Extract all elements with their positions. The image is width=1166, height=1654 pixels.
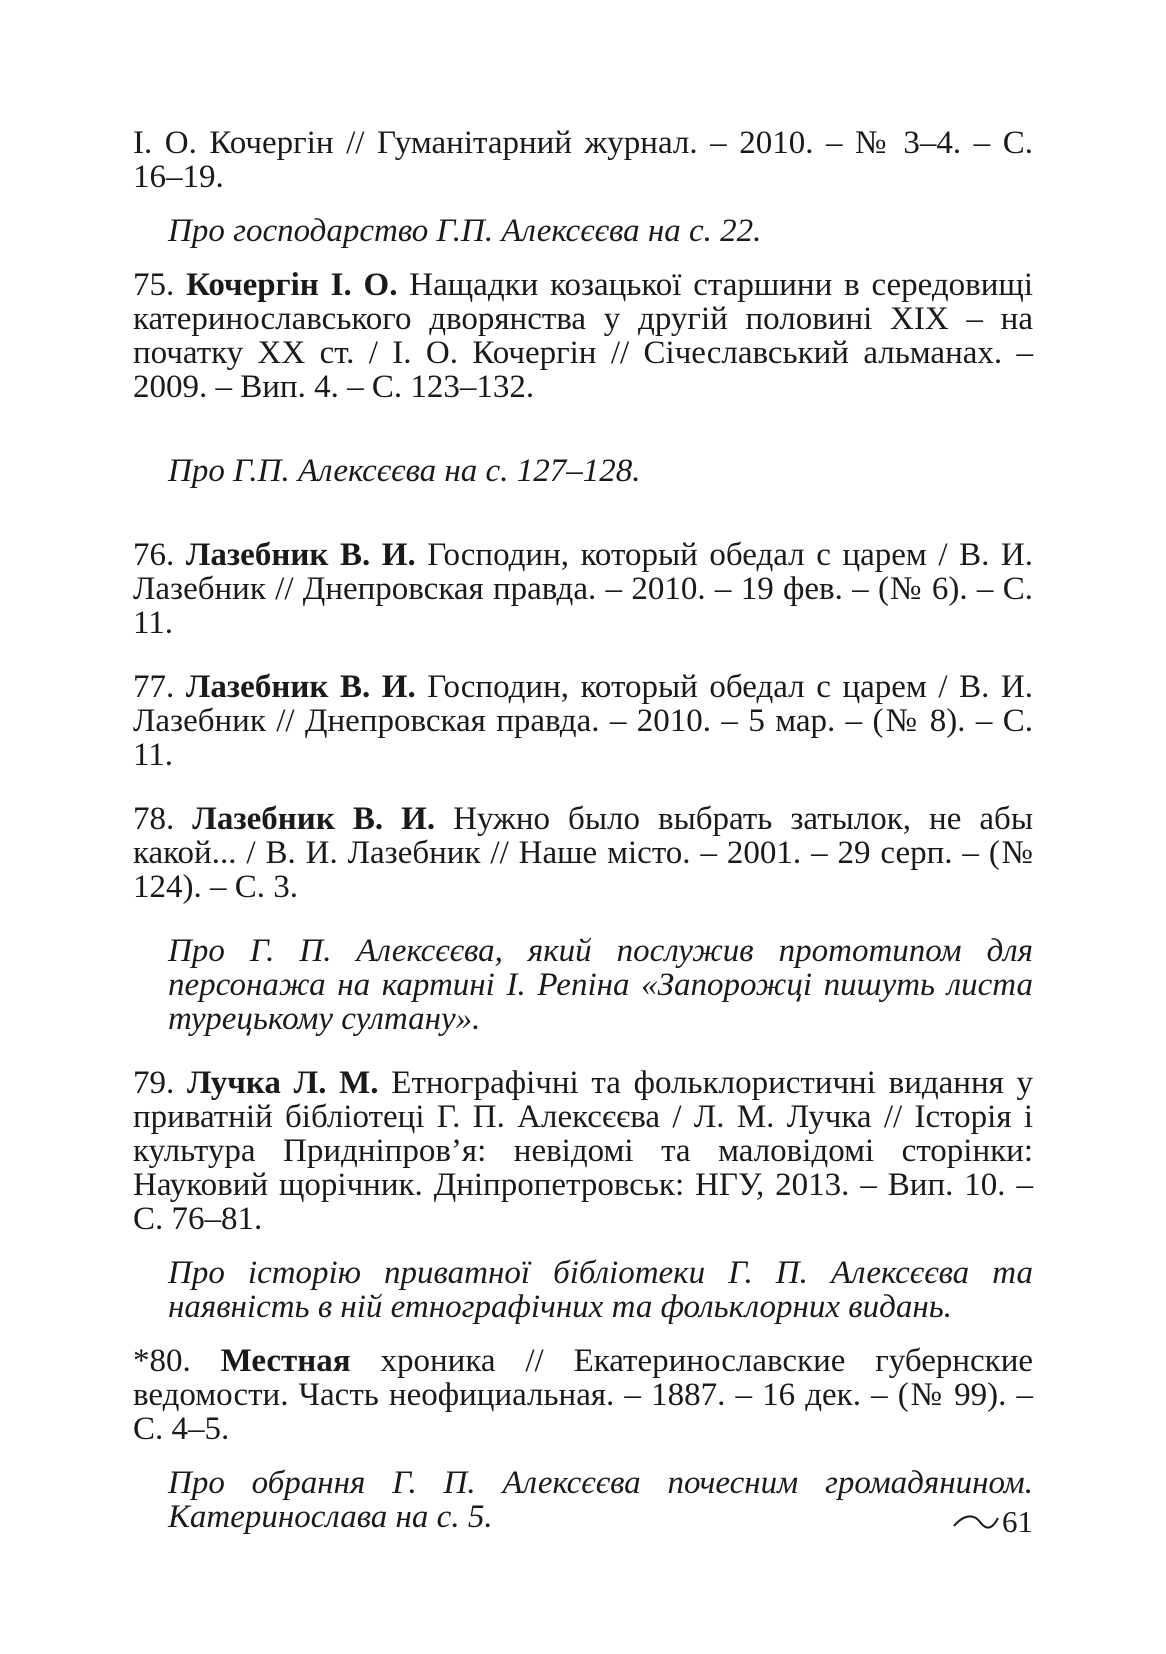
entry-number: 75.: [133, 267, 175, 303]
entry-annotation: Про господарство Г.П. Алексєєва на с. 22.: [168, 213, 762, 249]
page-number: 61: [1002, 1504, 1033, 1539]
bibliography-list: [133, 126, 1033, 1534]
entry-text: Господин, который обедал с царем / В. И. Лазебник // Днепровская правда. – 2010. – 5 мар. – (№ 8). – С. 11.: [133, 669, 1034, 773]
bibliography-entry-77: [133, 670, 1033, 772]
entry-author: Лазебник В. И.: [192, 801, 436, 837]
entry-number: *80.: [133, 1343, 191, 1379]
entry-number: 79.: [133, 1065, 175, 1101]
entry-text: хроника // Екатеринославские губернские ведомости. Часть неофициальная. – 1887. – 16 дек. – (№ 99). – С. 4–5.: [133, 1343, 1034, 1447]
entry-author: Лазебник В. И.: [185, 669, 416, 705]
tilde-ornament-icon: [952, 1512, 1000, 1532]
bibliography-entry-79: [133, 1066, 1033, 1236]
entry-author: Лучка Л. М.: [186, 1065, 379, 1101]
entry-number: 77.: [133, 669, 175, 705]
bibliography-entry-78: [133, 802, 1033, 904]
bibliography-entry-74-continued: [133, 126, 1033, 194]
bibliography-entry-75: [133, 268, 1033, 404]
entry-text: Етнографічні та фольклористичні видання у приватній бібліотеці Г. П. Алексєєва / Л. М. Лучка // Історія і культура Придніпров’я: невідомі та маловідомі сторінки: Науковий щорічник. Дніпропетровськ: НГУ, 2013. – Вип. 10. – С. 76–81.: [133, 1065, 1034, 1237]
entry-annotation: Про Г. П. Алексєєва, який послужив прототипом для персонажа на картині І. Репіна «Запорожці пишуть листа турецькому султану».: [168, 933, 1033, 1037]
entry-annotation: Про Г.П. Алексєєва на с. 127–128.: [168, 453, 641, 489]
entry-author: Лазебник В. И.: [185, 537, 416, 573]
entry-text: Нащадки козацької старшини в середовищі катеринославського дворянства у другій половині ХІХ – на початку ХХ ст. / І. О. Кочергін // Січеславський альманах. –2009. – Вип. 4. – С. 123–132.: [133, 267, 1033, 405]
entry-author: Местная: [220, 1343, 351, 1379]
entry-text: І. О. Кочергін // Гуманітарний журнал. – 2010. – № 3–4. – С. 16–19.: [133, 125, 1033, 195]
entry-annotation: Про історію приватної бібліотеки Г. П. Алексєєва та наявність в ній етнографічних та фольклорних видань.: [168, 1255, 1033, 1325]
entry-author: Кочергін І. О.: [186, 267, 398, 303]
entry-annotation: Про обрання Г. П. Алексєєва почесним громадянином. Катеринослава на с. 5.: [168, 1465, 1033, 1535]
entry-number: 78.: [133, 801, 175, 837]
entry-text: Нужно было выбрать затылок, не абы какой... / В. И. Лазебник // Наше місто. – 2001. – 29 серп. – (№ 124). – С. 3.: [133, 801, 1034, 905]
page-footer: [952, 1505, 1033, 1539]
entry-text: Господин, который обедал с царем / В. И. Лазебник // Днепровская правда. – 2010. – 19 фев. – (№ 6). – С. 11.: [133, 537, 1034, 641]
bibliography-entry-76: [133, 538, 1033, 640]
entry-number: 76.: [133, 537, 175, 573]
bibliography-entry-80: [133, 1344, 1033, 1446]
